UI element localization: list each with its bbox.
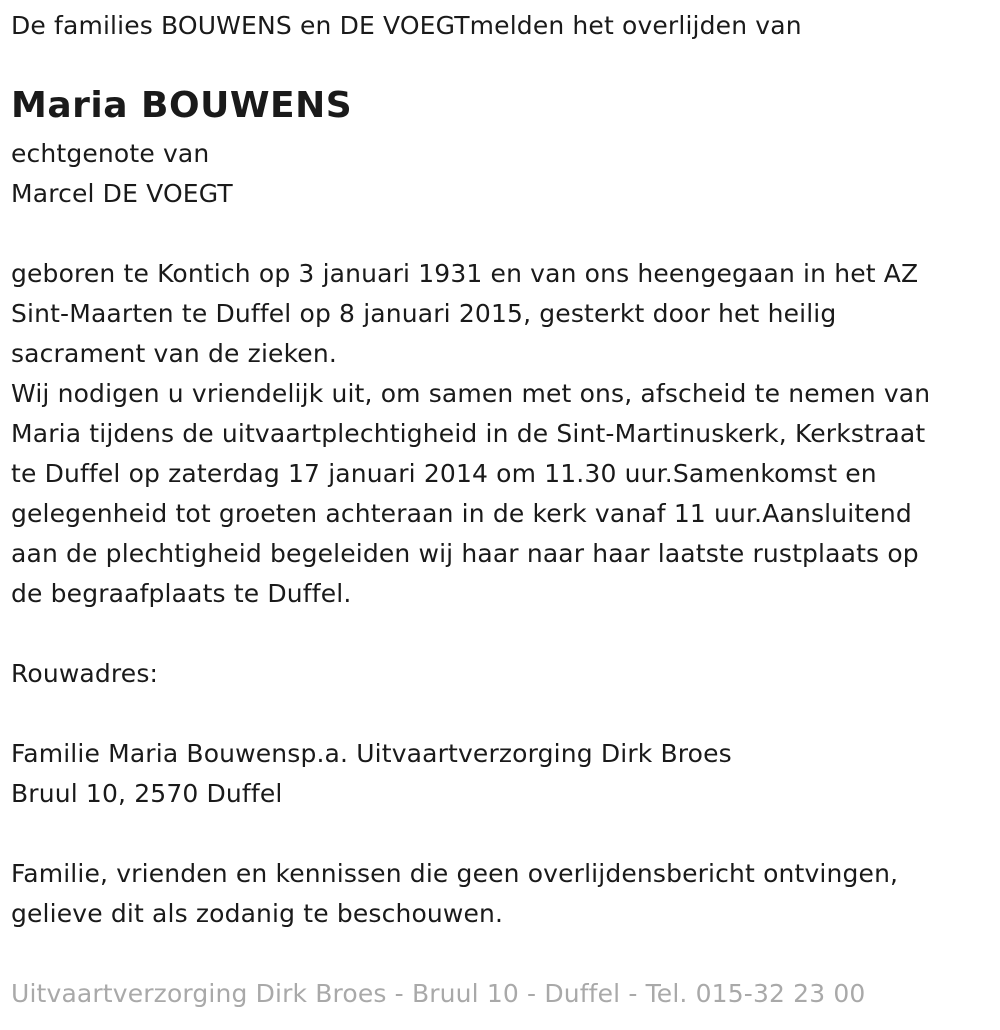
body-line: Sint-Maarten te Duffel op 8 januari 2015, gesterkt door het heilig	[11, 299, 837, 328]
body-line: sacrament van de zieken.	[11, 339, 337, 368]
intro-text: De families BOUWENS en DE VOEGTmelden het overlijden van	[11, 11, 802, 40]
closing-text	[11, 854, 898, 934]
body-line: te Duffel op zaterdag 17 januari 2014 om 11.30 uur.Samenkomst en	[11, 459, 877, 488]
body-line: aan de plechtigheid begeleiden wij haar naar haar laatste rustplaats op	[11, 539, 919, 568]
spouse-block	[11, 134, 233, 214]
relation-label: echtgenote van	[11, 139, 210, 168]
notice-body	[11, 254, 930, 614]
address-line: Bruul 10, 2570 Duffel	[11, 779, 283, 808]
closing-line: Familie, vrienden en kennissen die geen overlijdensbericht ontvingen,	[11, 859, 899, 888]
deceased-name: Maria BOUWENS	[11, 85, 353, 126]
spouse-name: Marcel DE VOEGT	[11, 179, 233, 208]
mourning-address	[11, 734, 732, 814]
funeral-home-footer: Uitvaartverzorging Dirk Broes - Bruul 10 - Duffel - Tel. 015-32 23 00	[11, 979, 866, 1008]
closing-line: gelieve dit als zodanig te beschouwen.	[11, 899, 504, 928]
body-line: geboren te Kontich op 3 januari 1931 en van ons heengegaan in het AZ	[11, 259, 919, 288]
body-line: de begraafplaats te Duffel.	[11, 579, 352, 608]
address-label: Rouwadres:	[11, 659, 159, 688]
body-line: Maria tijdens de uitvaartplechtigheid in de Sint-Martinuskerk, Kerkstraat	[11, 419, 926, 448]
body-line: gelegenheid tot groeten achteraan in de kerk vanaf 11 uur.Aansluitend	[11, 499, 912, 528]
body-line: Wij nodigen u vriendelijk uit, om samen met ons, afscheid te nemen van	[11, 379, 931, 408]
address-line: Familie Maria Bouwensp.a. Uitvaartverzorging Dirk Broes	[11, 739, 732, 768]
